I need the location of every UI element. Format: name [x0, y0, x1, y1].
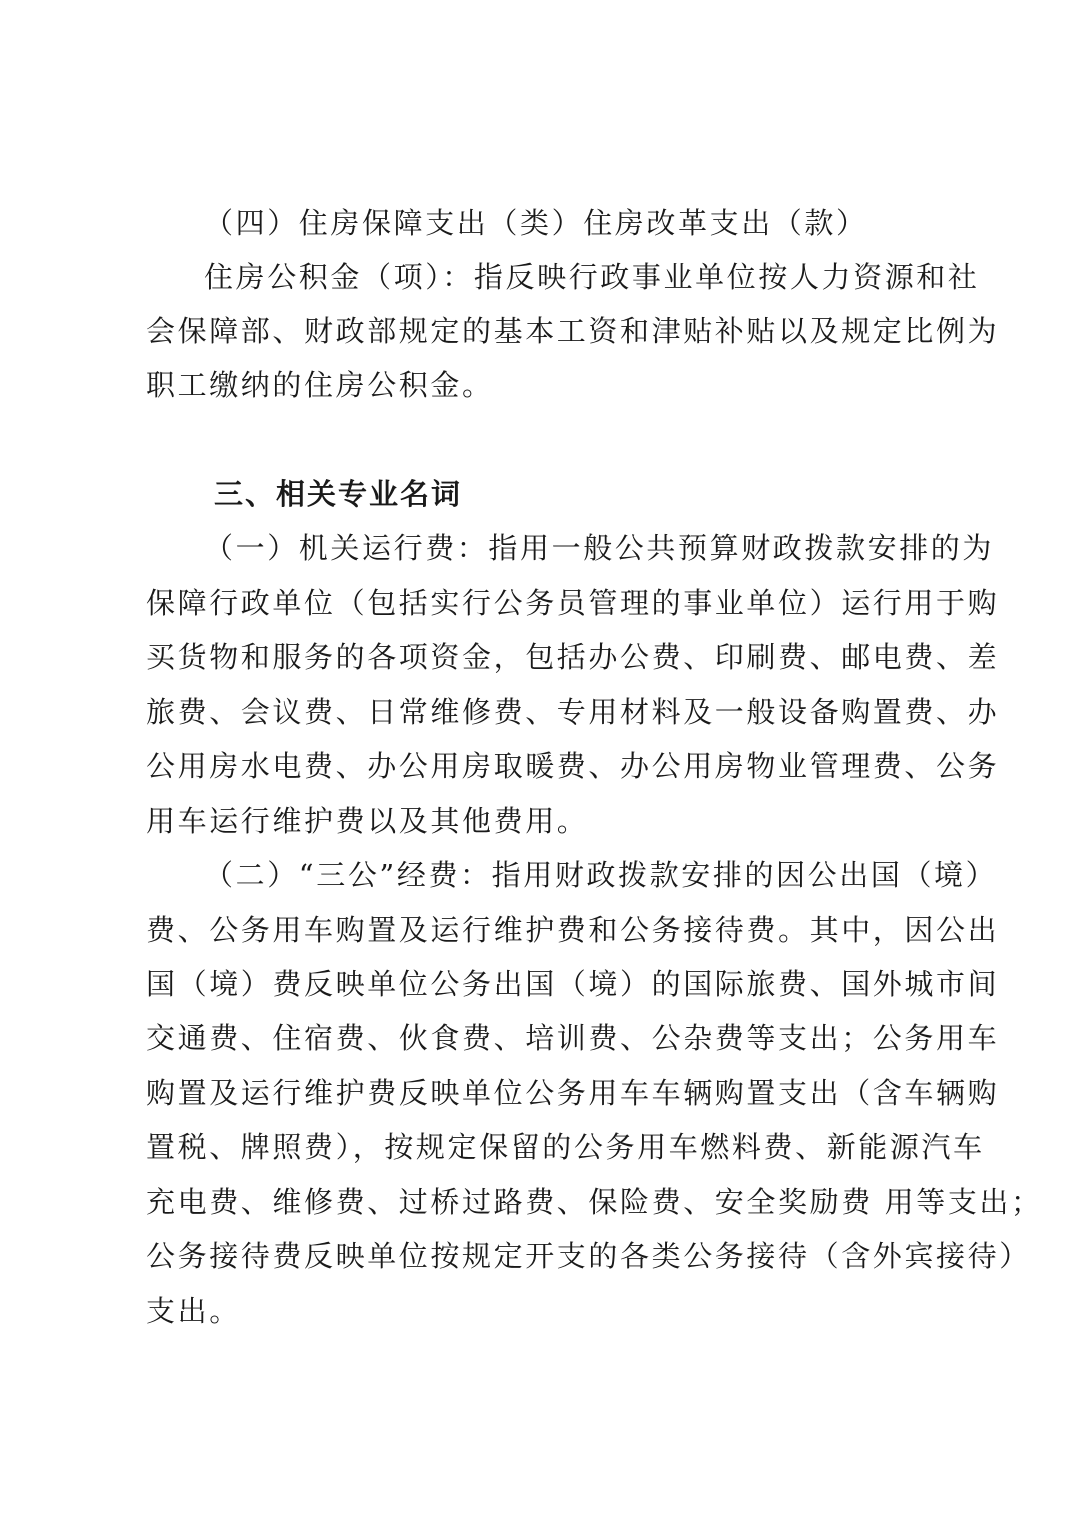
paragraph-line: 购置及运行维护费反映单位公务用车车辆购置支出（含车辆购	[146, 1076, 1000, 1110]
paragraph-line: 买货物和服务的各项资金，包括办公费、印刷费、邮电费、差	[146, 640, 1000, 674]
paragraph-line: 保障行政单位（包括实行公务员管理的事业单位）运行用于购	[146, 586, 1000, 620]
paragraph-line: 用车运行维护费以及其他费用。	[146, 804, 589, 838]
section-four-title: （四）住房保障支出（类）住房改革支出（款）	[204, 206, 868, 240]
paragraph-line: 公务接待费反映单位按规定开支的各类公务接待（含外宾接待）	[146, 1239, 1031, 1273]
paragraph-line: （二）“三公”经费：指用财政拨款安排的因公出国（境）	[204, 858, 998, 892]
paragraph-line: 公用房水电费、办公用房取暖费、办公用房物业管理费、公务	[146, 749, 1000, 783]
paragraph-line: 置税、牌照费），按规定保留的公务用车燃料费、新能源汽车	[146, 1130, 985, 1164]
section-heading: 三、相关专业名词	[214, 477, 463, 511]
paragraph-line: 住房公积金（项）：指反映行政事业单位按人力资源和社	[204, 260, 980, 294]
paragraph-line: 职工缴纳的住房公积金。	[146, 368, 494, 402]
paragraph-line: 国（境）费反映单位公务出国（境）的国际旅费、国外城市间	[146, 967, 1000, 1001]
paragraph-line: （一）机关运行费：指用一般公共预算财政拨款安排的为	[204, 531, 995, 565]
paragraph-line: 充电费、维修费、过桥过路费、保险费、安全奖励费 用等支出；	[146, 1185, 1043, 1219]
paragraph-line: 旅费、会议费、日常维修费、专用材料及一般设备购置费、办	[146, 695, 1000, 729]
paragraph-line: 交通费、住宿费、伙食费、培训费、公杂费等支出；公务用车	[146, 1021, 1000, 1055]
paragraph-line: 会保障部、财政部规定的基本工资和津贴补贴以及规定比例为	[146, 314, 1000, 348]
paragraph-line: 支出。	[146, 1294, 241, 1328]
paragraph-line: 费、公务用车购置及运行维护费和公务接待费。其中，因公出	[146, 913, 1000, 947]
